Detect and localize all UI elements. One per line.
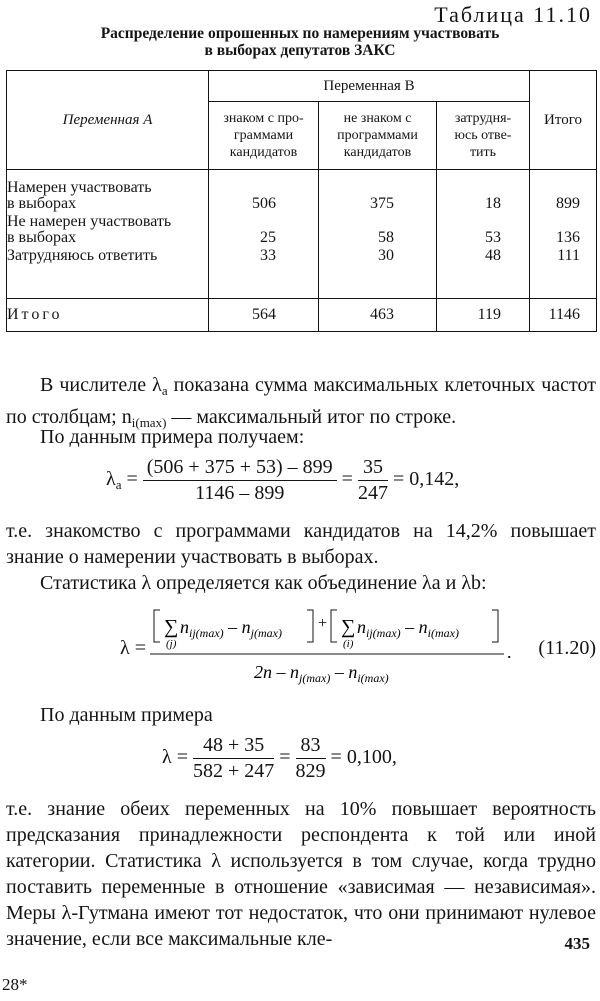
svg-text:∑: ∑	[164, 616, 179, 638]
page-number: 435	[564, 934, 590, 953]
row-labels: Намерен участвовать в выборах Не намерен участвовать в выборах Затрудняюсь ответить	[7, 170, 209, 299]
svg-text:(i): (i)	[343, 638, 354, 650]
col-2-values: 375 58 30	[319, 170, 437, 299]
formula-lambda-example: λ = $\frac{48 + 35}{582 + 247}$ = $\frac{83}{829}$ = 0,100,	[162, 734, 397, 782]
svg-text:nij(max) – nj(max): $n_{ij(max)} - n_{j(max)}$	[180, 617, 282, 640]
svg-text:∑: ∑	[341, 616, 356, 638]
signature-mark: 28*	[2, 975, 28, 994]
col-total-values: 899 136 111	[530, 170, 597, 299]
paragraph-3: т.е. знакомство с программами кандидатов на 14,2% повышает знание о намерении участвовать в выборах.	[6, 520, 596, 568]
svg-text:nij(max) – ni(max): $n_{ij(max)} - n_{i(max)}$	[357, 617, 459, 640]
paragraph-6: т.е. знание обеих переменных на 10% повышает вероятность предсказания принадлежности респондента к той или иной категории. Статистика λ используется в том случае, когда трудно поставить переменные в отношение «зависимая — независимая». Меры λ-Гутмана имеют тот недостаток, что они принимают нулевое значение, если все максимальные кле-	[6, 798, 596, 950]
var-b-header: Переменная B	[209, 71, 530, 102]
paragraph-2: По данным примера получаем:	[40, 426, 305, 448]
subcol-header-1: знаком с про- граммами кандидатов	[209, 102, 319, 170]
table-label: Таблица 11.10	[434, 2, 592, 27]
contingency-table	[6, 70, 597, 332]
svg-text:+: +	[318, 615, 328, 632]
svg-text:.: .	[507, 642, 512, 662]
total-row: Итого 564 463 119 1146	[7, 299, 597, 332]
total-header: Итого	[530, 71, 597, 170]
var-a-header: Переменная A	[7, 71, 209, 170]
paragraph-1: В числителе $\lambda_a$ показана сумма максимальных клеточных частот по столбцам; $n_{i(max)}$ — максимальный итог по строке.	[6, 374, 596, 430]
paragraph-4: Статистика λ определяется как объединение λa и λb:	[40, 572, 487, 594]
table-title: Распределение опрошенных по намерениям участвовать в выборах депутатов ЗАКС	[100, 25, 500, 59]
svg-text:(j): (j)	[166, 638, 177, 650]
col-1-values: 506 25 33	[209, 170, 319, 299]
subcol-header-3: затрудня- юсь отве- тить	[437, 102, 530, 170]
formula-lambda-graphic	[142, 606, 522, 686]
formula-lambda-a: $\lambda_a$ = $\frac{(506 + 375 + 53) - 899}{1146 - 899}$ = $\frac{35}{247}$ = 0,142,	[106, 456, 460, 504]
col-3-values: 18 53 48	[437, 170, 530, 299]
svg-text:2n – nj(max) – ni(max): $2n - n_{j(max)} - n_{i(max)}$	[254, 662, 389, 685]
subcol-header-2: не знаком с программами кандидатов	[319, 102, 437, 170]
paragraph-5: По данным примера	[40, 704, 213, 726]
formula-lambda: λ = ∑ (j) $n_{ij(max)} - n_{j(max)}$ + ∑ (i) $n_{ij(max)} - n_{i(max)}$ $2n - n_{j(max)} - n_{i(max)}$ . (11.20)	[120, 606, 596, 686]
